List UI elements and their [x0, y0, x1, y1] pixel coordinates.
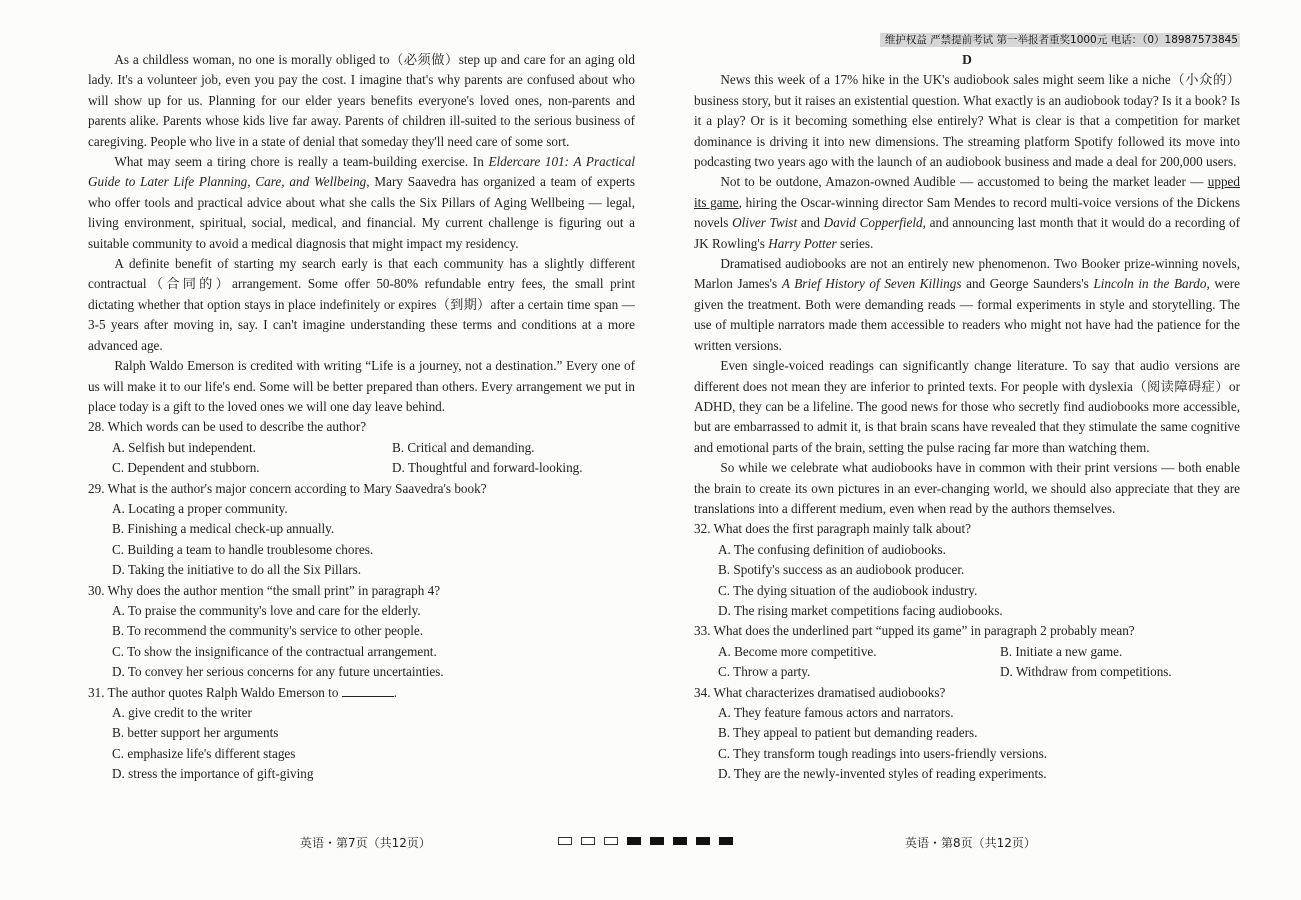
- option-d: D. The rising market competitions facing audiobooks.: [718, 602, 1003, 618]
- answer-blank: [342, 684, 394, 697]
- text-run: and: [797, 215, 824, 231]
- page-footer-left: 英语・第7页（共12页）: [300, 836, 431, 850]
- option-d: D. Taking the initiative to do all the Six Pillars.: [112, 562, 362, 578]
- underlined-phrase: upped its game: [694, 174, 1240, 210]
- question-stem-text: 31. The author quotes Ralph Waldo Emerson to: [88, 684, 339, 700]
- option-c: C. Building a team to handle troublesome chores.: [112, 541, 374, 557]
- question-stem: 30. Why does the author mention “the small print” in paragraph 4?: [88, 582, 441, 598]
- option-a: A. The confusing definition of audiobooks.: [718, 541, 946, 557]
- right-paragraph-5: So while we celebrate what audiobooks have in common with their print versions — both enable the brain to create its own pictures in an ever-changing world, we should also appreciate that they are translations into a different medium, even when read by the authors themselves.: [694, 460, 1240, 516]
- paragraph-2-rest: , Mary Saavedra has organized a team of experts who offer tools and practical advice about what she calls the Six Pillars of Aging Wellbeing — legal, living environment, spiritual, social, medical, and financial. My current challenge is figuring out a suitable community to avoid a medical diagnosis that might impact my residency.: [88, 174, 635, 251]
- page-footer-right: 英语・第8页（共12页）: [905, 836, 1036, 850]
- question-32: [694, 519, 1240, 621]
- option-c: C. Dependent and stubborn.: [112, 460, 260, 476]
- book-title: Oliver Twist: [732, 215, 798, 231]
- book-title: Eldercare 101: A Practical Guide to Later Life Planning, Care, and Wellbeing: [88, 154, 635, 190]
- option-b: B. Critical and demanding.: [392, 439, 535, 455]
- left-paragraph-3: A definite benefit of starting my search early is that each community has a slightly different contractual（合同的）arrangement. Some offer 50-80% refundable entry fees, the small print dictating whether that option stays in place indefinitely or expires（到期）after a certain time span — 3-5 years after moving in, say. I can't imagine understanding these terms and conditions at a more advanced age.: [88, 256, 635, 353]
- text-run: , hiring the Oscar-winning director Sam Mendes to record multi-voice versions of the Dickens novels: [694, 194, 1240, 231]
- option-b: B. better support her arguments: [112, 725, 279, 741]
- filled-marker: [673, 837, 687, 845]
- options: [694, 642, 1240, 683]
- left-paragraph-1: As a childless woman, no one is morally obliged to（必须做）step up and care for an aging old lady. It's a volunteer job, even you pay the cost. I imagine that's why parents are confused about who will show up for us. Planning for our elder years benefits everyone's loved ones, non-parents and parents alike. Parents whose kids live far away. Parents of children ill-suited to the serious business of caregiving. People who live in a state of denial that someday they'll need care of some sort.: [88, 52, 635, 149]
- alignment-markers: [558, 837, 733, 845]
- right-paragraph-3: [694, 254, 1240, 356]
- question-stem: 28. Which words can be used to describe the author?: [88, 419, 367, 435]
- right-column: [694, 50, 1240, 785]
- question-31: [88, 683, 635, 785]
- book-title: Lincoln in the Bardo: [1093, 276, 1207, 292]
- question-28: [88, 417, 635, 478]
- hollow-marker: [581, 837, 595, 845]
- book-title: A Brief History of Seven Killings: [781, 276, 962, 292]
- filled-marker: [719, 837, 733, 845]
- left-paragraph-4: Ralph Waldo Emerson is credited with writing “Life is a journey, not a destination.” Every one of us will make it to our life's end. Some will be better prepared than others. Every arrangement we put in place today is a gift to the loved ones we will one day leave behind.: [88, 358, 635, 414]
- text-run: Dramatised audiobooks are not an entirely new phenomenon. Two Booker prize-winning novels, Marlon James's: [694, 256, 1240, 292]
- option-c: C. The dying situation of the audiobook industry.: [718, 582, 978, 598]
- options: [88, 438, 635, 479]
- hollow-marker: [604, 837, 618, 845]
- question-stem: 33. What does the underlined part “upped its game” in paragraph 2 probably mean?: [694, 623, 1135, 639]
- option-c: C. They transform tough readings into users-friendly versions.: [718, 745, 1048, 761]
- options: [88, 499, 635, 581]
- text-run: , and announcing last month that it would do a recording of JK Rowling's: [694, 215, 1241, 251]
- question-30: [88, 581, 635, 683]
- text-run: series.: [836, 235, 874, 251]
- text-run: Not to be outdone, Amazon-owned Audible — accustomed to being the market leader —: [720, 174, 1208, 190]
- options: [694, 703, 1240, 785]
- option-d: D. stress the importance of gift-giving: [112, 766, 314, 782]
- options: [694, 540, 1240, 622]
- header-banner: 维护权益 严禁提前考试 第一举报者重奖1000元 电话：（0）18987573845: [880, 33, 1240, 47]
- options: [88, 601, 635, 683]
- left-paragraph-2: [88, 152, 635, 254]
- option-a: A. Become more competitive.: [718, 643, 877, 659]
- option-b: B. Spotify's success as an audiobook producer.: [718, 562, 965, 578]
- option-c: C. To show the insignificance of the contractual arrangement.: [112, 643, 437, 659]
- option-a: A. To praise the community's love and care for the elderly.: [112, 602, 421, 618]
- right-paragraph-1: News this week of a 17% hike in the UK's audiobook sales might seem like a niche（小众的）business story, but it raises an existential question. What exactly is an audiobook today? Is it a book? Is it a play? Or is it becoming something else entirely? What is clear is that a competition for market dominance is driving it into new dimensions. The streaming platform Spotify followed its move into podcasting two years ago with the launch of an audiobook business and made a deal for 200,000 users.: [694, 72, 1240, 170]
- right-paragraph-4: Even single-voiced readings can significantly change literature. To say that audio versions are different does not mean they are inferior to printed texts. For people with dyslexia（阅读障碍症）or ADHD, they can be a lifeline. The good news for those who secretly find audiobooks more accessible, but are embarrassed to admit it, is that brain scans have revealed that they stimulate the same cognitive and emotional parts of the brain, setting the pulse racing far more than watching them.: [694, 358, 1240, 455]
- section-heading: D: [962, 52, 972, 67]
- option-b: B. Initiate a new game.: [1000, 643, 1123, 659]
- filled-marker: [650, 837, 664, 845]
- filled-marker: [696, 837, 710, 845]
- option-c: C. emphasize life's different stages: [112, 745, 296, 761]
- question-stem: 32. What does the first paragraph mainly talk about?: [694, 521, 971, 537]
- option-a: A. They feature famous actors and narrators.: [718, 705, 954, 720]
- question-33: [694, 621, 1240, 682]
- question-34: [694, 683, 1240, 785]
- option-d: D. Thoughtful and forward-looking.: [392, 460, 583, 476]
- filled-marker: [627, 837, 641, 845]
- option-a: A. Locating a proper community.: [112, 500, 288, 516]
- book-title: Harry Potter: [768, 235, 837, 251]
- book-title: David Copperfield: [823, 215, 923, 231]
- option-c: C. Throw a party.: [718, 664, 811, 680]
- question-stem: 31. The author quotes Ralph Waldo Emerson to .: [88, 684, 398, 700]
- option-b: B. They appeal to patient but demanding readers.: [718, 725, 978, 741]
- option-d: D. Withdraw from competitions.: [1000, 664, 1172, 680]
- option-d: D. They are the newly-invented styles of reading experiments.: [718, 766, 1047, 782]
- options: [88, 703, 635, 785]
- right-paragraph-2: [694, 172, 1240, 254]
- option-a: A. Selfish but independent.: [112, 439, 256, 455]
- left-column: [88, 50, 635, 785]
- option-b: B. To recommend the community's service to other people.: [112, 623, 424, 639]
- paragraph-2-intro: What may seem a tiring chore is really a team-building exercise. In: [114, 154, 489, 170]
- option-d: D. To convey her serious concerns for any future uncertainties.: [112, 664, 444, 680]
- text-run: , were given the treatment. Both were demanding reads — formal experiments in style and storytelling. The use of multiple narrators made them accessible to readers who might not have had the patience for the written versions.: [694, 276, 1241, 353]
- text-run: and George Saunders's: [961, 276, 1094, 292]
- question-stem: 29. What is the author's major concern according to Mary Saavedra's book?: [88, 480, 487, 496]
- question-stem: 34. What characterizes dramatised audiobooks?: [694, 684, 946, 700]
- hollow-marker: [558, 837, 572, 845]
- option-a: A. give credit to the writer: [112, 705, 252, 720]
- question-29: [88, 479, 635, 581]
- option-b: B. Finishing a medical check-up annually.: [112, 521, 335, 537]
